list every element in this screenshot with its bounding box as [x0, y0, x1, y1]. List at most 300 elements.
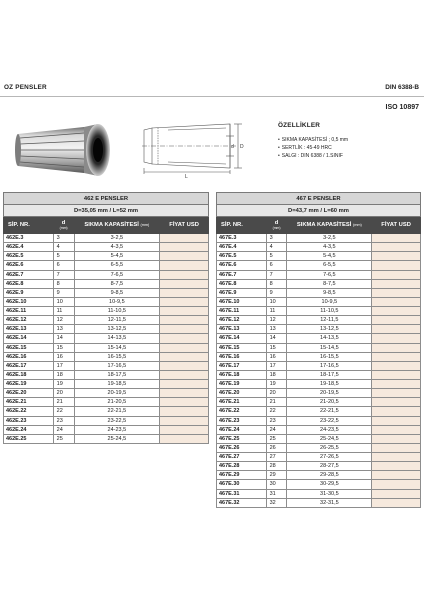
table-row [217, 334, 421, 343]
product-code-cell: 467E.8 [217, 279, 267, 288]
table-row [217, 325, 421, 334]
price-cell [372, 343, 421, 352]
table-row [4, 398, 209, 407]
table-row [217, 270, 421, 279]
diameter-cell: 15 [266, 343, 287, 352]
capacity-cell: 28-27,5 [287, 462, 372, 471]
table-row [4, 334, 209, 343]
product-code-cell: 467E.32 [217, 498, 267, 507]
product-code-cell: 467E.19 [217, 380, 267, 389]
table-row [217, 489, 421, 498]
price-cell [160, 297, 209, 306]
diameter-cell: 11 [266, 307, 287, 316]
product-code-cell: 467E.20 [217, 389, 267, 398]
diameter-cell: 23 [266, 416, 287, 425]
product-code-cell: 467E.10 [217, 297, 267, 306]
table-row [4, 307, 209, 316]
features-title: ÖZELLİKLER [278, 122, 321, 129]
price-cell [372, 480, 421, 489]
column-header-d-unit: (mm) [272, 225, 281, 230]
price-cell [160, 416, 209, 425]
diameter-cell: 3 [53, 234, 74, 243]
capacity-cell: 16-15,5 [74, 352, 160, 361]
diameter-cell: 9 [53, 288, 74, 297]
price-cell [160, 370, 209, 379]
diameter-cell: 8 [53, 279, 74, 288]
product-code-cell: 462E.14 [4, 334, 54, 343]
column-header-capacity-unit: (mm) [352, 223, 362, 227]
product-code-cell: 462E.8 [4, 279, 54, 288]
product-code-cell: 467E.9 [217, 288, 267, 297]
product-code-cell: 462E.18 [4, 370, 54, 379]
diameter-cell: 19 [266, 380, 287, 389]
price-cell [160, 398, 209, 407]
table-row [217, 380, 421, 389]
table-row [217, 443, 421, 452]
table-row [4, 243, 209, 252]
price-cell [160, 334, 209, 343]
price-cell [372, 370, 421, 379]
price-cell [372, 398, 421, 407]
diameter-cell: 23 [53, 416, 74, 425]
capacity-cell: 18-17,5 [74, 370, 160, 379]
table-row [4, 288, 209, 297]
table-row [217, 279, 421, 288]
column-header-d-unit: (mm) [59, 225, 68, 230]
diameter-cell: 31 [266, 489, 287, 498]
header-bar [0, 78, 424, 97]
collet-product-image [14, 120, 118, 180]
capacity-cell: 20-19,5 [287, 389, 372, 398]
diameter-cell: 19 [53, 380, 74, 389]
table-row [217, 370, 421, 379]
capacity-cell: 9-8,5 [74, 288, 160, 297]
product-code-cell: 462E.22 [4, 407, 54, 416]
capacity-cell: 31-30,5 [287, 489, 372, 498]
column-header-d-label: d [61, 219, 66, 226]
feature-item: • SERTLİK : 45-49 HRC [278, 144, 348, 152]
product-code-cell: 467E.17 [217, 361, 267, 370]
product-code-cell: 467E.11 [217, 307, 267, 316]
diameter-cell: 16 [266, 352, 287, 361]
price-cell [160, 434, 209, 443]
capacity-cell: 8-7,5 [74, 279, 160, 288]
diameter-cell: 17 [266, 361, 287, 370]
price-cell [372, 489, 421, 498]
table-row [217, 453, 421, 462]
diameter-cell: 18 [53, 370, 74, 379]
capacity-cell: 24-23,5 [74, 425, 160, 434]
price-cell [372, 453, 421, 462]
table-row [4, 297, 209, 306]
table-row [217, 243, 421, 252]
product-code-cell: 467E.31 [217, 489, 267, 498]
table-body [4, 234, 209, 444]
price-cell [372, 498, 421, 507]
diameter-cell: 28 [266, 462, 287, 471]
product-code-cell: 462E.7 [4, 270, 54, 279]
column-header-sip: SİP. NR. [4, 217, 54, 234]
column-header-capacity [287, 217, 372, 234]
drawing-label-d: d [231, 144, 234, 150]
price-cell [160, 288, 209, 297]
diameter-cell: 3 [266, 234, 287, 243]
diameter-cell: 26 [266, 443, 287, 452]
capacity-cell: 12-11,5 [74, 316, 160, 325]
collet-technical-drawing [138, 118, 264, 180]
price-cell [372, 234, 421, 243]
table-row [217, 307, 421, 316]
diameter-cell: 20 [53, 389, 74, 398]
price-cell [372, 297, 421, 306]
table-row [4, 361, 209, 370]
capacity-cell: 30-29,5 [287, 480, 372, 489]
column-header-capacity-label: SIKMA KAPASİTESİ [84, 222, 139, 228]
diameter-cell: 5 [53, 252, 74, 261]
product-code-cell: 467E.13 [217, 325, 267, 334]
diameter-cell: 7 [53, 270, 74, 279]
product-code-cell: 462E.24 [4, 425, 54, 434]
product-code-cell: 462E.6 [4, 261, 54, 270]
product-code-cell: 462E.23 [4, 416, 54, 425]
product-code-cell: 462E.13 [4, 325, 54, 334]
table-467e [216, 192, 421, 508]
table-row [217, 471, 421, 480]
capacity-cell: 13-12,5 [287, 325, 372, 334]
diameter-cell: 21 [266, 398, 287, 407]
capacity-cell: 20-19,5 [74, 389, 160, 398]
table-row [4, 252, 209, 261]
price-cell [160, 343, 209, 352]
capacity-cell: 5-4,5 [287, 252, 372, 261]
features-box [278, 122, 348, 160]
table-row [4, 370, 209, 379]
price-cell [160, 270, 209, 279]
price-cell [372, 316, 421, 325]
capacity-cell: 21-20,5 [287, 398, 372, 407]
product-code-cell: 467E.12 [217, 316, 267, 325]
capacity-cell: 10-9,5 [287, 297, 372, 306]
price-cell [372, 361, 421, 370]
product-code-cell: 467E.25 [217, 434, 267, 443]
capacity-cell: 24-23,5 [287, 425, 372, 434]
capacity-cell: 16-15,5 [287, 352, 372, 361]
standard-label: DIN 6388-B [385, 84, 419, 91]
table-title: 462 E PENSLER [4, 193, 209, 205]
table-row [217, 425, 421, 434]
price-cell [160, 261, 209, 270]
diameter-cell: 14 [266, 334, 287, 343]
diameter-cell: 9 [266, 288, 287, 297]
capacity-cell: 7-6,5 [287, 270, 372, 279]
capacity-cell: 25-24,5 [74, 434, 160, 443]
price-cell [372, 434, 421, 443]
price-cell [372, 243, 421, 252]
capacity-cell: 18-17,5 [287, 370, 372, 379]
product-code-cell: 462E.16 [4, 352, 54, 361]
product-code-cell: 462E.12 [4, 316, 54, 325]
diameter-cell: 27 [266, 453, 287, 462]
diameter-cell: 4 [53, 243, 74, 252]
price-cell [160, 243, 209, 252]
table-row [217, 297, 421, 306]
capacity-cell: 17-16,5 [74, 361, 160, 370]
product-code-cell: 467E.7 [217, 270, 267, 279]
price-cell [160, 279, 209, 288]
price-cell [372, 352, 421, 361]
capacity-cell: 22-21,5 [287, 407, 372, 416]
price-cell [372, 307, 421, 316]
product-code-cell: 467E.24 [217, 425, 267, 434]
capacity-cell: 14-13,5 [74, 334, 160, 343]
diameter-cell: 17 [53, 361, 74, 370]
column-header-price: FİYAT USD [160, 217, 209, 234]
price-cell [160, 361, 209, 370]
table-row [217, 361, 421, 370]
diameter-cell: 5 [266, 252, 287, 261]
price-cell [160, 325, 209, 334]
capacity-cell: 6-5,5 [287, 261, 372, 270]
diameter-cell: 4 [266, 243, 287, 252]
table-row [4, 270, 209, 279]
diameter-cell: 14 [53, 334, 74, 343]
column-header-sip: SİP. NR. [217, 217, 267, 234]
price-cell [160, 234, 209, 243]
capacity-cell: 8-7,5 [287, 279, 372, 288]
diameter-cell: 22 [266, 407, 287, 416]
product-code-cell: 462E.9 [4, 288, 54, 297]
product-code-cell: 462E.4 [4, 243, 54, 252]
capacity-cell: 4-3,5 [287, 243, 372, 252]
feature-item: • SALGI : DIN 6388 / 1.SINIF [278, 152, 348, 160]
capacity-cell: 27-26,5 [287, 453, 372, 462]
capacity-cell: 29-28,5 [287, 471, 372, 480]
capacity-cell: 22-21,5 [74, 407, 160, 416]
price-cell [372, 270, 421, 279]
diameter-cell: 22 [53, 407, 74, 416]
capacity-cell: 9-8,5 [287, 288, 372, 297]
product-code-cell: 467E.14 [217, 334, 267, 343]
product-code-cell: 467E.29 [217, 471, 267, 480]
product-code-cell: 462E.3 [4, 234, 54, 243]
price-cell [372, 261, 421, 270]
diameter-cell: 25 [53, 434, 74, 443]
price-cell [160, 352, 209, 361]
price-cell [372, 416, 421, 425]
product-code-cell: 467E.5 [217, 252, 267, 261]
price-cell [372, 380, 421, 389]
price-cell [160, 407, 209, 416]
capacity-cell: 6-5,5 [74, 261, 160, 270]
drawing-label-L: L [185, 174, 188, 180]
table-row [217, 288, 421, 297]
capacity-cell: 12-11,5 [287, 316, 372, 325]
table-row [217, 261, 421, 270]
table-row [4, 407, 209, 416]
diameter-cell: 12 [266, 316, 287, 325]
table-row [217, 462, 421, 471]
diameter-cell: 20 [266, 389, 287, 398]
diameter-cell: 24 [53, 425, 74, 434]
table-row [217, 352, 421, 361]
diameter-cell: 21 [53, 398, 74, 407]
table-row [4, 343, 209, 352]
product-code-cell: 467E.3 [217, 234, 267, 243]
table-row [4, 234, 209, 243]
product-code-cell: 462E.10 [4, 297, 54, 306]
diameter-cell: 32 [266, 498, 287, 507]
price-cell [372, 288, 421, 297]
diameter-cell: 15 [53, 343, 74, 352]
table-row [4, 434, 209, 443]
product-code-cell: 467E.18 [217, 370, 267, 379]
diameter-cell: 13 [266, 325, 287, 334]
capacity-cell: 23-22,5 [287, 416, 372, 425]
table-row [4, 325, 209, 334]
table-row [4, 279, 209, 288]
table-row [217, 343, 421, 352]
table-dims: D=43,7 mm / L=60 mm [217, 205, 421, 217]
product-code-cell: 462E.19 [4, 380, 54, 389]
capacity-cell: 5-4,5 [74, 252, 160, 261]
capacity-cell: 17-16,5 [287, 361, 372, 370]
product-code-cell: 467E.23 [217, 416, 267, 425]
price-cell [372, 389, 421, 398]
diameter-cell: 6 [53, 261, 74, 270]
diameter-cell: 7 [266, 270, 287, 279]
product-code-cell: 462E.25 [4, 434, 54, 443]
price-cell [160, 307, 209, 316]
table-header-row [217, 217, 421, 234]
price-cell [372, 407, 421, 416]
capacity-cell: 4-3,5 [74, 243, 160, 252]
price-cell [160, 425, 209, 434]
capacity-cell: 11-10,5 [287, 307, 372, 316]
capacity-cell: 25-24,5 [287, 434, 372, 443]
table-dims: D=35,05 mm / L=52 mm [4, 205, 209, 217]
iso-label: ISO 10897 [385, 104, 419, 111]
feature-item: • SIKMA KAPASİTESİ ; 0,5 mm [278, 136, 348, 144]
column-header-capacity [74, 217, 160, 234]
price-cell [372, 279, 421, 288]
diameter-cell: 11 [53, 307, 74, 316]
product-code-cell: 467E.30 [217, 480, 267, 489]
table-row [4, 416, 209, 425]
capacity-cell: 26-25,5 [287, 443, 372, 452]
column-header-capacity-unit: (mm) [140, 223, 150, 227]
table-row [217, 434, 421, 443]
capacity-cell: 13-12,5 [74, 325, 160, 334]
capacity-cell: 14-13,5 [287, 334, 372, 343]
column-header-d [53, 217, 74, 234]
column-header-d [266, 217, 287, 234]
price-cell [372, 471, 421, 480]
capacity-cell: 32-31,5 [287, 498, 372, 507]
capacity-cell: 21-20,5 [74, 398, 160, 407]
price-cell [160, 316, 209, 325]
product-code-cell: 467E.22 [217, 407, 267, 416]
product-code-cell: 467E.28 [217, 462, 267, 471]
capacity-cell: 3-2,5 [74, 234, 160, 243]
features-list [278, 136, 348, 160]
table-row [4, 316, 209, 325]
product-code-cell: 467E.21 [217, 398, 267, 407]
column-header-d-label: d [274, 219, 279, 226]
capacity-cell: 19-18,5 [74, 380, 160, 389]
page-title: OZ PENSLER [4, 84, 47, 91]
product-code-cell: 467E.26 [217, 443, 267, 452]
table-row [217, 498, 421, 507]
table-row [217, 398, 421, 407]
price-cell [372, 252, 421, 261]
diameter-cell: 16 [53, 352, 74, 361]
price-cell [160, 380, 209, 389]
column-header-price: FİYAT USD [372, 217, 421, 234]
capacity-cell: 19-18,5 [287, 380, 372, 389]
price-cell [372, 425, 421, 434]
table-row [217, 407, 421, 416]
table-row [217, 416, 421, 425]
price-cell [372, 443, 421, 452]
diameter-cell: 10 [266, 297, 287, 306]
diameter-cell: 12 [53, 316, 74, 325]
table-row [217, 480, 421, 489]
drawing-label-D: D [240, 144, 244, 150]
product-code-cell: 467E.16 [217, 352, 267, 361]
price-cell [372, 334, 421, 343]
capacity-cell: 15-14,5 [287, 343, 372, 352]
table-row [217, 234, 421, 243]
product-code-cell: 462E.20 [4, 389, 54, 398]
table-row [4, 352, 209, 361]
product-code-cell: 462E.5 [4, 252, 54, 261]
product-code-cell: 467E.6 [217, 261, 267, 270]
product-code-cell: 467E.15 [217, 343, 267, 352]
price-cell [372, 462, 421, 471]
price-cell [160, 389, 209, 398]
product-code-cell: 462E.11 [4, 307, 54, 316]
table-row [4, 380, 209, 389]
capacity-cell: 10-9,5 [74, 297, 160, 306]
diameter-cell: 8 [266, 279, 287, 288]
diameter-cell: 30 [266, 480, 287, 489]
capacity-cell: 7-6,5 [74, 270, 160, 279]
diameter-cell: 18 [266, 370, 287, 379]
table-row [217, 316, 421, 325]
diameter-cell: 13 [53, 325, 74, 334]
product-code-cell: 462E.15 [4, 343, 54, 352]
product-code-cell: 467E.4 [217, 243, 267, 252]
table-title: 467 E PENSLER [217, 193, 421, 205]
product-code-cell: 467E.27 [217, 453, 267, 462]
capacity-cell: 11-10,5 [74, 307, 160, 316]
price-cell [372, 325, 421, 334]
capacity-cell: 3-2,5 [287, 234, 372, 243]
price-cell [160, 252, 209, 261]
table-body [217, 234, 421, 508]
product-code-cell: 462E.21 [4, 398, 54, 407]
capacity-cell: 15-14,5 [74, 343, 160, 352]
diameter-cell: 6 [266, 261, 287, 270]
column-header-capacity-label: SIKMA KAPASİTESİ [296, 222, 352, 228]
diameter-cell: 24 [266, 425, 287, 434]
diameter-cell: 29 [266, 471, 287, 480]
product-code-cell: 462E.17 [4, 361, 54, 370]
table-row [217, 252, 421, 261]
table-row [4, 389, 209, 398]
table-462e [3, 192, 209, 444]
capacity-cell: 23-22,5 [74, 416, 160, 425]
